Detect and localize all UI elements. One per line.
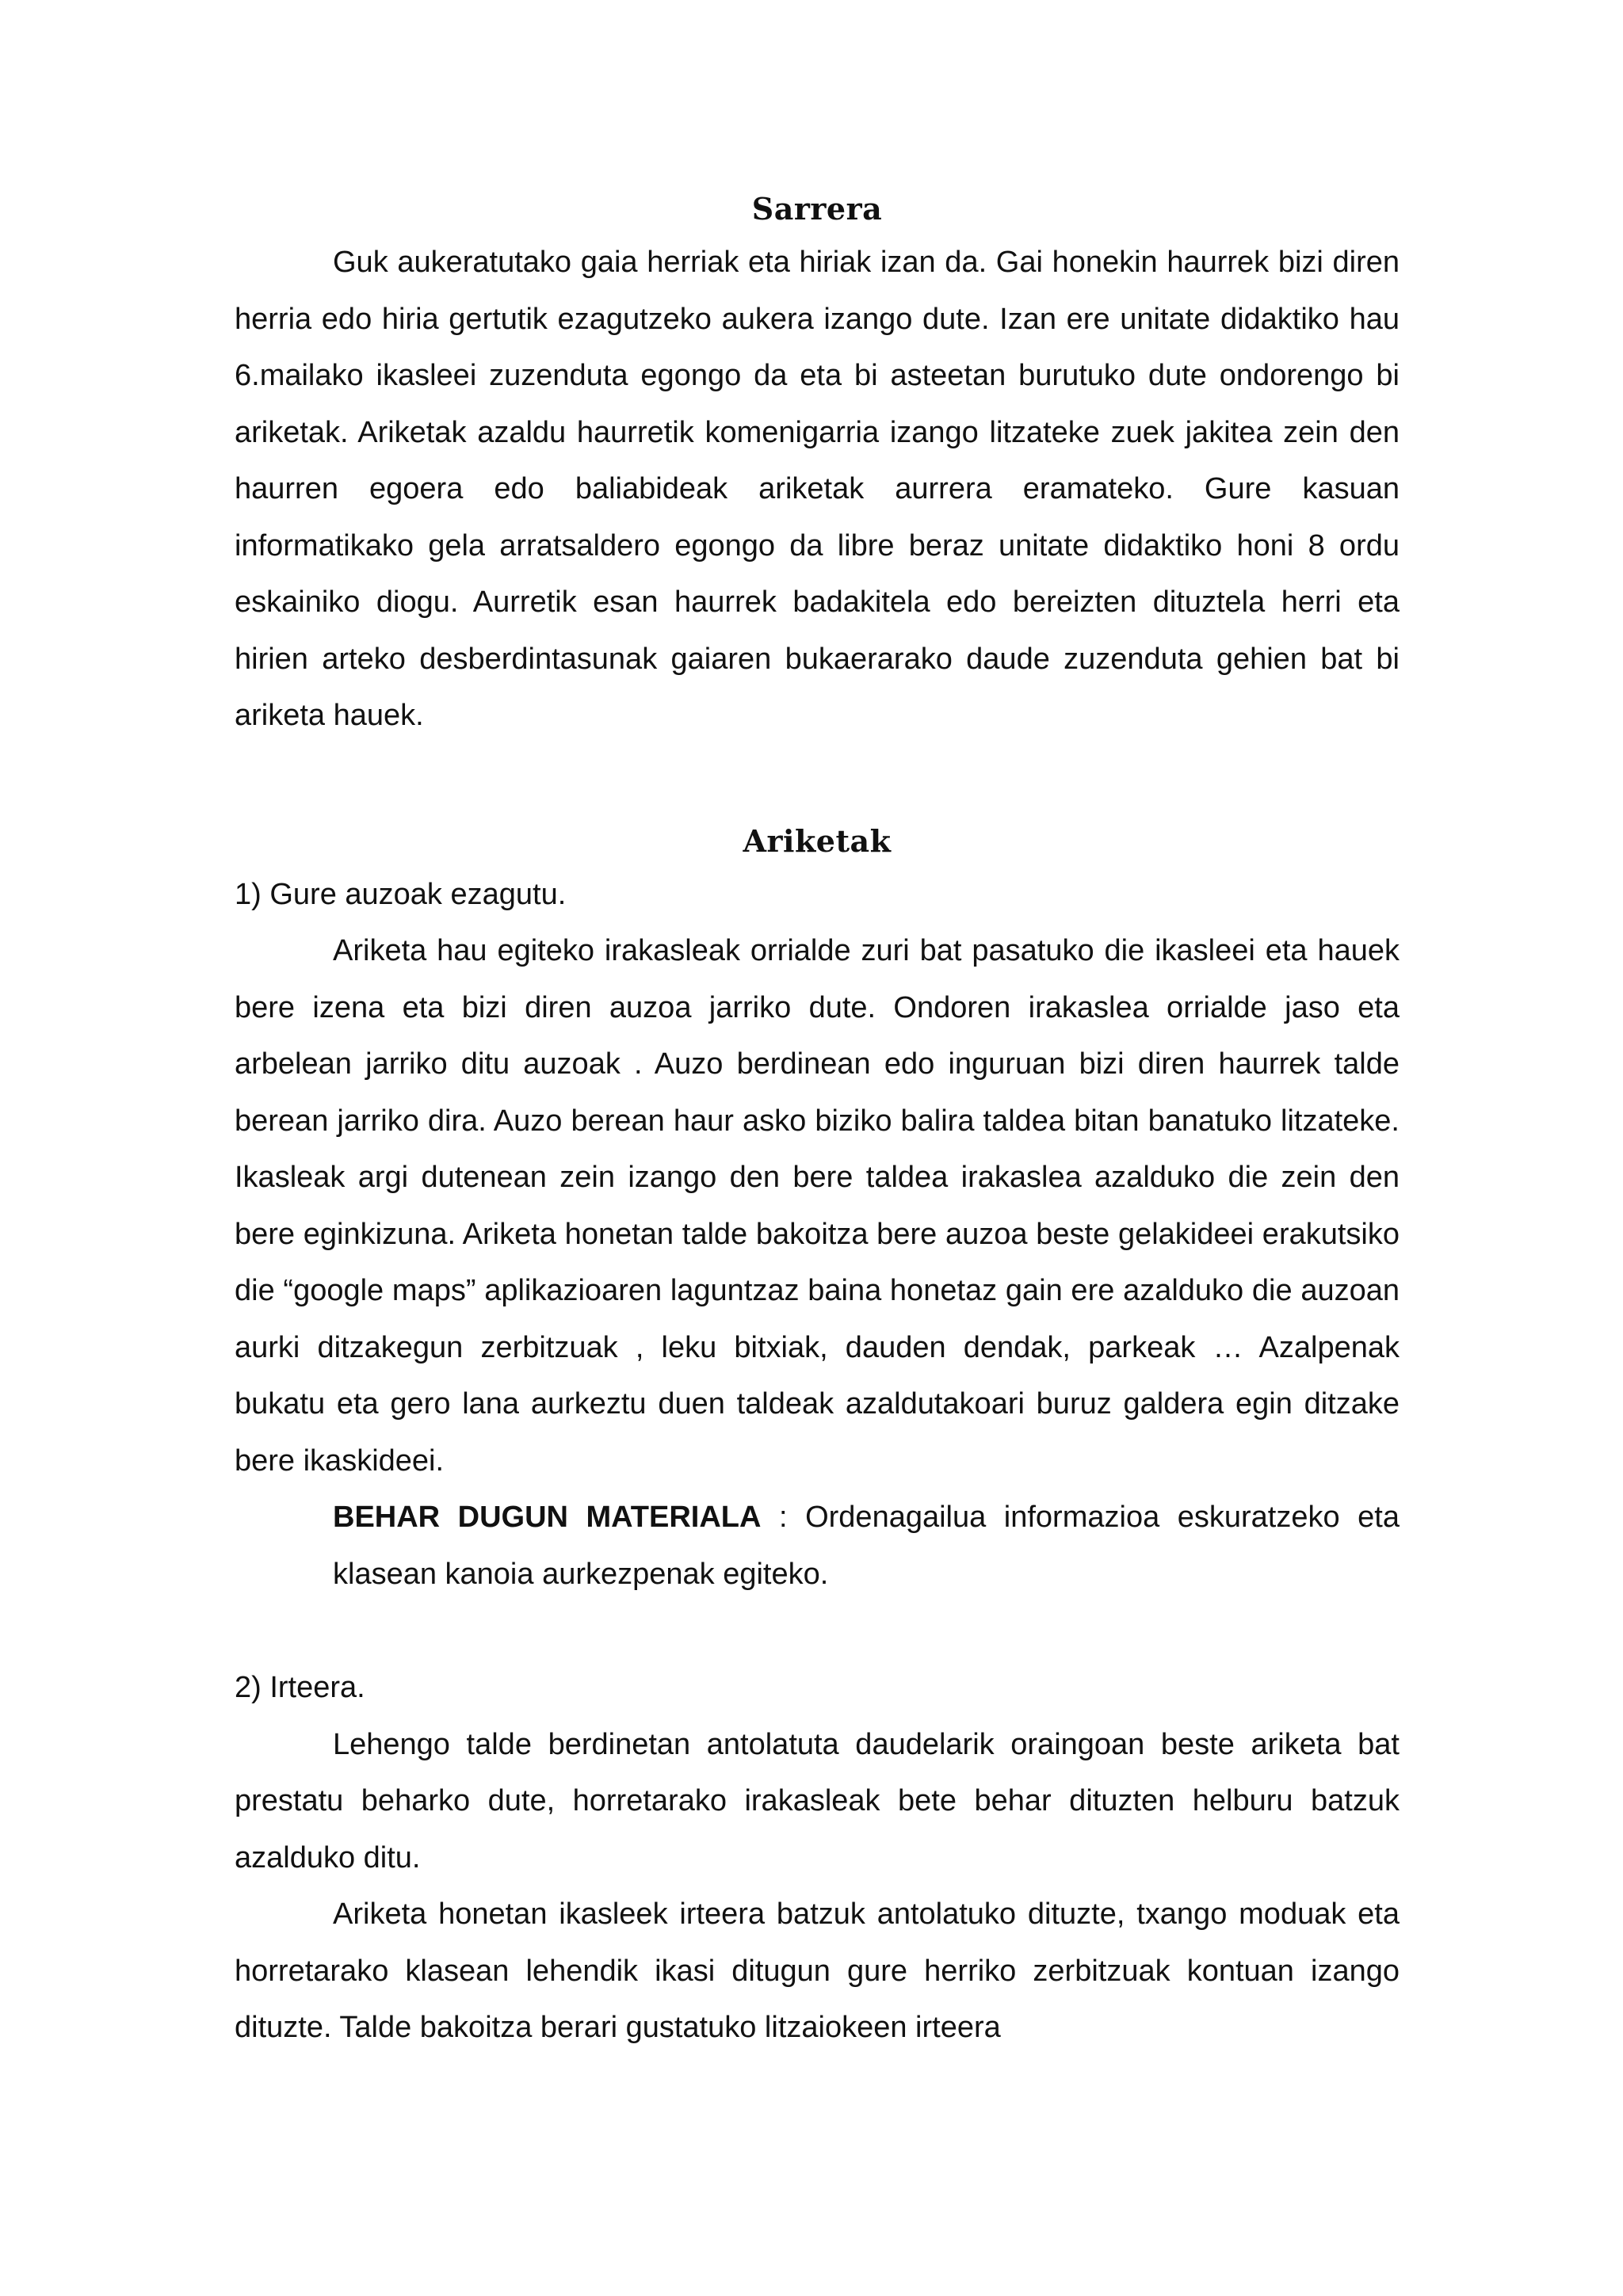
- material-text: : Ordenagailua informazioa eskuratzeko eta klasean kanoia aurkezpenak egiteko.: [333, 1501, 1400, 1591]
- exercise-1-material: [333, 1489, 1400, 1603]
- document-page: [235, 184, 1400, 2057]
- material-label: BEHAR DUGUN MATERIALA: [333, 1501, 762, 1534]
- exercise-2-paragraph-1: Lehengo talde berdinetan antolatuta daudelarik oraingoan beste ariketa bat prestatu beharko dute, horretarako irakasleak bete behar dituzten helburu batzuk azalduko ditu.: [235, 1727, 1400, 1875]
- exercise-1-paragraph: Ariketa hau egiteko irakasleak orrialde zuri bat pasatuko die ikasleei eta hauek bere izena eta bizi diren auzoa jarriko dute. Ondoren irakaslea orrialde jaso eta arbelean jarriko ditu auzoak . Auzo berdinean edo inguruan bizi diren haurrek talde berean jarriko dira. Auzo berean haur asko biziko balira taldea bitan banatuko litzateke. Ikasleak argi dutenean zein izango den bere taldea irakaslea azalduko die zein den bere eginkizuna. Ariketa honetan talde bakoitza bere auzoa beste gelakideei erakutsiko die “google maps” aplikazioaren laguntzaz baina honetaz gain ere azalduko die auzoan aurki ditzakegun zerbitzuak , leku bitxiak, dauden dendak, parkeak … Azalpenak bukatu eta gero lana aurkeztu duen taldeak azaldutakoari buruz galdera egin ditzake bere ikaskideei.: [235, 934, 1400, 1478]
- exercise-2-title: 2) Irteera.: [235, 1671, 365, 1704]
- exercise-1-title: 1) Gure auzoak ezagutu.: [235, 877, 567, 911]
- exercise-item-1: [235, 867, 1400, 1604]
- item-gap: [235, 1603, 1400, 1660]
- intro-paragraph: Guk aukeratutako gaia herriak eta hiriak izan da. Gai honekin haurrek bizi diren herria edo hiria gertutik ezagutzeko aukera izango dute. Izan ere unitate didaktiko hau 6.mailako ikasleei zuzenduta egongo da eta bi asteetan burutuko dute ondorengo bi ariketak. Ariketak azaldu haurretik komenigarria izango litzateke zuek jakitea zein den haurren egoera edo baliabideak ariketak aurrera eramateko. Gure kasuan informatikako gela arratsaldero egongo da libre beraz unitate didaktiko honi 8 ordu eskainiko diogu. Aurretik esan haurrek badakitela edo bereizten dituztela herri eta hirien arteko desberdintasunak gaiaren bukaerarako daude zuzenduta gehien bat bi ariketa hauek.: [235, 246, 1400, 732]
- section-gap: [235, 745, 1400, 816]
- exercise-item-2: [235, 1660, 1400, 2057]
- exercises-heading: Ariketak: [743, 822, 892, 859]
- exercise-2-paragraph-2: Ariketa honetan ikasleek irteera batzuk antolatuko dituzte, txango moduak eta horretarako klasean lehendik ikasi ditugun gure herriko zerbitzuak kontuan izango dituzte. Talde bakoitza berari gustatuko litzaiokeen irteera: [235, 1897, 1400, 2044]
- intro-heading: Sarrera: [751, 191, 883, 227]
